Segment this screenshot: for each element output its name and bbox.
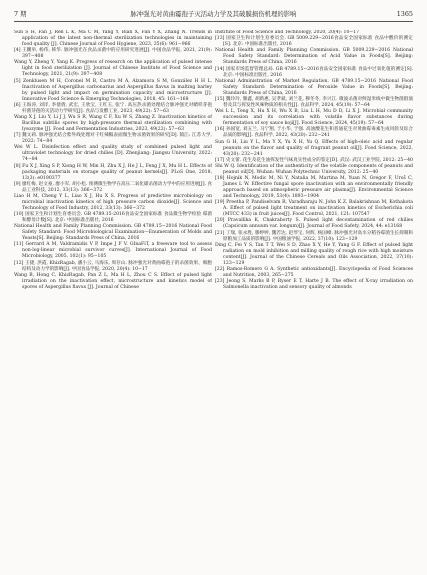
reference-entry: Wang B, Hong C, KhizRagab, Pan Z L, Ma H L, Zhou C S. Effect of pulsed light irradiation on the inactivation effect, microstructure and kinetics model of spores of Aspergillus flavus [J]. Journal of Chinese: [14, 272, 212, 290]
reference-entry: National Health and Family Planning Commission. GB 4789.15−2016 National Food Safety Standard: Food Microbiological Examination—Enumeration of Molds and Yeasts[S]. Beijing: Standards Press of China, 2016: [14, 224, 212, 242]
reference-entry: [19] Preetha P, Pandiselvam R, Varadharaju N, John K Z, Balakrishnan M, Kothakota A. Effect of pulsed light treatment on inactivation kinetics of Escherichia coli (MTCC 433) in fruit juices[J]. Food Control, 2021, 121: 107547: [215, 200, 413, 218]
reference-entry: [23] Jeong S, Marks B P, Ryser E T, Harte J B. The effect of X-ray irradiation on Salmonella inactivation and sensory quality of almonds: [215, 279, 413, 291]
reference-entry: [8] Fu X J, Xing S P, Xiong H W, Min H, Zhu X J, He J L, Feng J X, Mu H L. Effects of packaging materials on storage quality of peanut kernels[J]. PLoS One, 2018, 13(3): e0190377: [14, 163, 212, 181]
reference-entry: Wang X J, Liu Y, Li J J, Wu S R, Wang C F, Xu W S, Zhang Z. Inactivation kinetics of Bacillus subtilis spores by high-pressure thermal sterilization combining with lysozyme [J]. Food and Fermentation Industries, 2023, 49(22): 57−63: [14, 114, 212, 132]
reference-entry: Ding C, Fei Y S, Tan T T, Wei S D, Zhao X Y, He Y, Yang G F. Effect of pulsed light radiation on mold inhibition and milling quality of rough rice with high moisture content[J]. Journal of the Chinese Cereals and Oils Association, 2022, 37(10): 123−129: [215, 242, 413, 266]
reference-entry: [15] 魏玲玲, 滕鑫, 胡新惠, 吴孝斌, 刘兰花, 穆冬冬, 李兴江. 微波杀菌对鲜湿米线中微生物菌群演替及其与挥发性风味物质的相关性[J]. 食品科学, 2024, 45(19): 57−64: [215, 96, 413, 108]
reference-entry: Liao H M, Cheng Y L, Liao X J, Hu X S. Progress of predictive microbiology on microbial inactivation kinetics of high pressure carbon dioxide[J]. Science and Technology of Food Industry, 2012, 33(13): 366−372: [14, 193, 212, 211]
reference-entry: Wang Y, Zheng Y, Yang K. Progress of research on the application of pulsed intense light in food sterilization [J]. Journal of Chinese Institute of Food Science and Technology, 2021, 21(9): 397−408: [14, 60, 212, 78]
reference-entry: Institute of Food Science and Technology, 2020, 20(4): 10−17: [215, 30, 360, 35]
reference-entry: [7] 魏文莉. 脉冲强光结合紫外线处理对干红辣椒表面微生物杀菌效果的研究[D]. 镇江: 江苏大学, 2022: 74−84: [14, 133, 212, 145]
reference-entry: Wei W L. Disinfection effect and quality study of combined pulsed light and ultraviolet technology for dried chilies [D]. Zhenjiang: Jiangsu University, 2022: 74−84: [14, 145, 212, 163]
header-rule: [14, 21, 413, 22]
references-right-column: [215, 30, 413, 568]
reference-entry: [4] 王鹏举, 杨伟, 韩华. 脉冲强光在食品杀菌中的应用研究进展[J]. 中国食品学报, 2021, 21(9): 397−408: [14, 48, 212, 60]
reference-entry: Sun S H, Fan J, Ren L K, Ma C M, Yang Y, Bian X, Fan Y X, Zhang N. Trends in application of the latest non-thermal sterilization technologies in maintaining food quality [J]. Chinese Journal of Food Hygiene, 2023, 35(6): 961−966: [14, 30, 212, 47]
reference-entry: [9] 廖红梅, 赵文豪, 廖小军, 胡小松. 预测微生物学在高压二氧化碳杀菌动力学中的应用进展[J]. 食品工业科技, 2012, 33(13): 366−372: [14, 181, 212, 193]
reference-entry: [20] Pravallika K, Chakraborty S. Pulsed light decontamination of red chilies (Capsicum annuum var. longum)[J]. Journal of Food Safety, 2024, 44: e13168: [215, 218, 413, 230]
page-header: [14, 9, 413, 25]
references-left-column: [14, 30, 212, 568]
reference-entry: Shi W Q. Identification of the authenticity of the volatile components of peanuts and peanut oil[D]. Wuhan: Wuhan Polytechnic University, 2012: 25−40: [215, 163, 413, 175]
reference-entry: Sun G H, Liu Y L, Ma Y X, Yu X H, Yu Q. Effects of high-oleic acid and regular peanuts on the flavor and quality of fragrant peanut oil[J]. Food Science, 2022, 43(20): 232−241: [215, 139, 413, 157]
running-title: 脉冲强光对黄曲霉孢子灭活动力学及其破膜损伤机理的影响: [130, 10, 297, 18]
reference-entry: [13] 国家卫生和计划生育委员会. GB 5009.229−2016食品安全国家标准 食品中酸价的测定[S]. 北京: 中国标准出版社, 2016: [215, 36, 413, 48]
reference-entry: [10] 国家卫生和计划生育委员会. GB 4789.15-2016食品安全国家标准 食品微生物学检验 霉菌和酵母计数[S]. 北京: 中国标准出版社, 2016: [14, 212, 212, 224]
reference-entry: [16] 孙国宽, 刘五兰, 马宁翔, 于小华, 于强. 高油酸花生和普通花生对黄曲霉毒素生成风险及综合品质的影响[J]. 食品科学, 2022, 43(20): 232−241: [215, 127, 413, 139]
issue-label: 7 期: [14, 10, 27, 18]
reference-entry: [12] 王捷, 洪霞, KhizRagab, 潘小云, 马海乐, 周存山. 脉冲强光对黄曲霉孢子的杀菌效果、细胞结构及动力学的影响[J]. 中国食品学报, 2020, 20(4): 10−17: [14, 260, 212, 272]
reference-entry: [5] Zenklusen M H, Coronel M B, Castro M Á, Alzamora S M, González H H L. Inactivation of Aspergillus carbonarius and Aspergillus flavus in malting barley by pulsed light and impact on germination capacity and microstructure [J]. Innovative Food Science & Emerging Technologies, 2018, 45: 161−168: [14, 78, 212, 102]
reference-entry: National Administration of Market Regulation. GB 4789.15−2016 National Food Safety Standard: Determination of Peroxide Value in Foods[S]. Beijing: Standards Press of China, 2016: [215, 78, 413, 96]
reference-entry: [11] Gerrard A M, Valdramidis V P, Impe J F V. GInaFiT, a freeware tool to assess non-log-linear microbial survivor curves[J]. International Journal of Food Microbiology, 2005, 102(1): 95−105: [14, 242, 212, 260]
reference-entry: National Health and Family Planning Commission. GB 5009.229−2016 National Food Safety Standard: Determination of Acid Value in Foods[S]. Beijing: Standards Press of China, 2016: [215, 48, 413, 66]
reference-entry: [6] 王海涛, 刘洋, 李倩倩, 武宏, 王欣宝, 王红玉, 张宁. 高压热杀菌处理结合脉冲强光对蜡样芽孢杆菌芽孢的灭活动力学研究[J]. 食品与发酵工业, 2023, 49(22): 57−63: [14, 102, 212, 114]
reference-entry: [14] 国家市场监督管理总局. GB 4789.15−2016食品安全国家标准 食品中过氧化值的测定[S]. 北京: 中国标准出版社, 2016: [215, 66, 413, 78]
page-number: 1365: [396, 10, 413, 18]
reference-entry: [21] 丁瑞, 张永胜, 滕婷婷, 魏若达, 赵琴宝, 何辉, 杨国峰. 脉冲强光对高水分稻谷霉菌生长抑制和原粮加工品质的影响[J]. 中国粮油学报, 2022, 37(10): 123−129: [215, 230, 413, 242]
reference-entry: Wei L L, Teng X, Hu X H, Wu X B, Liu L H, Mu D D, Li X J. Microbial community succession and its correlation with volatile flavor substances during fermentation of soy sauce koji[J]. Food Science, 2024, 45(19): 57−64: [215, 109, 413, 127]
reference-entry: [17] 史文蕾. 花生及花生油挥发性气味真实性成分的鉴定[D]. 武汉: 武汉工业学院, 2012: 25−40: [215, 157, 413, 163]
reference-entry: [18] Hojnik N, Modic M, Ni Y, Natalia M, Martina M, Yuan N, Gregor F, Uroš C, James L W. Effective fungal spore inactivation with an environmentally friendly approach based on atmospheric pressure air plasma[J]. Environmental Science and Technology, 2019, 53(4): 1893−1904: [215, 176, 413, 200]
reference-entry: [22] Ramos-Romero G A. Synthetic antioxidants[J]. Encyclopedia of Food Sciences and Nutrition, 2003, 265−275: [215, 267, 413, 278]
